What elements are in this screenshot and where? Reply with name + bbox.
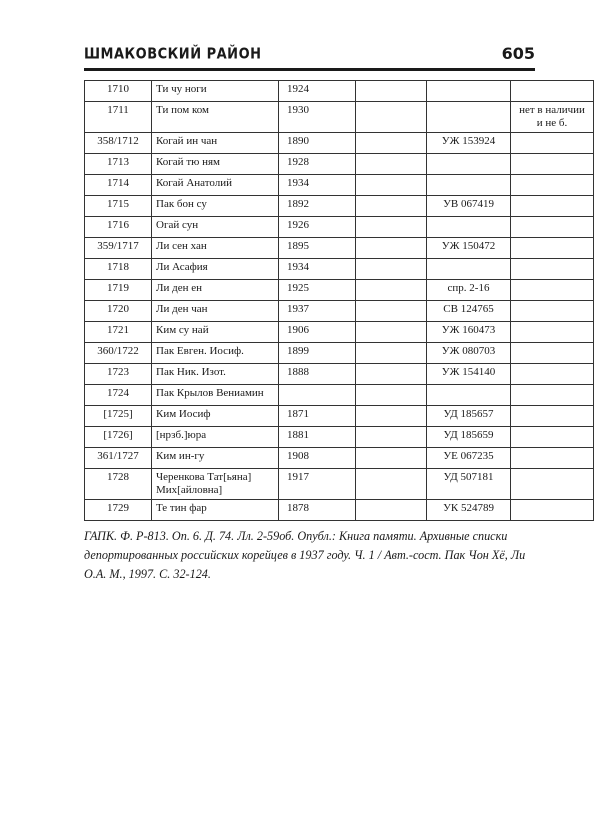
empty-cell	[356, 448, 427, 469]
document-cell: УЖ 150472	[427, 238, 511, 259]
name-cell: Ли Асафия	[152, 259, 279, 280]
page-number: 605	[501, 44, 535, 63]
table-row	[85, 280, 594, 301]
empty-cell	[356, 81, 427, 102]
table-row	[85, 469, 594, 500]
empty-cell	[356, 133, 427, 154]
document-cell	[427, 175, 511, 196]
name-cell: Ким су най	[152, 322, 279, 343]
document-cell	[427, 217, 511, 238]
name-cell: Когай Анатолий	[152, 175, 279, 196]
birth-year-cell: 1926	[279, 217, 356, 238]
birth-year-cell: 1895	[279, 238, 356, 259]
note-cell	[511, 500, 594, 521]
name-cell: Пак Ник. Изот.	[152, 364, 279, 385]
record-number-cell: 1718	[85, 259, 152, 280]
record-number-cell: [1726]	[85, 427, 152, 448]
record-number-cell: 1721	[85, 322, 152, 343]
document-cell: УК 524789	[427, 500, 511, 521]
birth-year-cell: 1934	[279, 259, 356, 280]
note-cell	[511, 301, 594, 322]
name-cell: Черенкова Тат[ьяна] Мих[айловна]	[152, 469, 279, 500]
document-cell	[427, 259, 511, 280]
document-cell	[427, 385, 511, 406]
birth-year-cell: 1924	[279, 81, 356, 102]
records-table	[84, 80, 594, 521]
name-cell: Огай сун	[152, 217, 279, 238]
record-number-cell: 358/1712	[85, 133, 152, 154]
note-cell	[511, 280, 594, 301]
name-cell: Ти чу ноги	[152, 81, 279, 102]
record-number-cell: 361/1727	[85, 448, 152, 469]
empty-cell	[356, 280, 427, 301]
empty-cell	[356, 238, 427, 259]
name-cell: Те тин фар	[152, 500, 279, 521]
name-cell: Когай тю ням	[152, 154, 279, 175]
empty-cell	[356, 385, 427, 406]
birth-year-cell: 1917	[279, 469, 356, 500]
table-row	[85, 259, 594, 280]
empty-cell	[356, 469, 427, 500]
table-row	[85, 427, 594, 448]
table-row	[85, 448, 594, 469]
note-cell	[511, 238, 594, 259]
table-row	[85, 500, 594, 521]
running-title: ШМАКОВСКИЙ РАЙОН	[84, 46, 262, 64]
table-row	[85, 81, 594, 102]
document-cell	[427, 81, 511, 102]
record-number-cell: 1713	[85, 154, 152, 175]
birth-year-cell: 1899	[279, 343, 356, 364]
table-row	[85, 406, 594, 427]
birth-year-cell: 1934	[279, 175, 356, 196]
empty-cell	[356, 102, 427, 133]
name-cell: Ти пом ком	[152, 102, 279, 133]
record-number-cell: 1723	[85, 364, 152, 385]
empty-cell	[356, 154, 427, 175]
record-number-cell: 360/1722	[85, 343, 152, 364]
empty-cell	[356, 217, 427, 238]
table-row	[85, 133, 594, 154]
empty-cell	[356, 322, 427, 343]
note-cell	[511, 343, 594, 364]
table-row	[85, 154, 594, 175]
document-cell: СВ 124765	[427, 301, 511, 322]
name-cell: Ким Иосиф	[152, 406, 279, 427]
name-cell: Пак бон су	[152, 196, 279, 217]
empty-cell	[356, 301, 427, 322]
note-cell	[511, 217, 594, 238]
empty-cell	[356, 175, 427, 196]
note-cell	[511, 259, 594, 280]
name-cell: Ли ден ен	[152, 280, 279, 301]
note-cell	[511, 364, 594, 385]
note-cell	[511, 385, 594, 406]
table-row	[85, 301, 594, 322]
document-cell: спр. 2-16	[427, 280, 511, 301]
header-rule	[84, 68, 535, 71]
document-cell: УЖ 154140	[427, 364, 511, 385]
name-cell: Ли сен хан	[152, 238, 279, 259]
document-cell: УЖ 153924	[427, 133, 511, 154]
record-number-cell: 1710	[85, 81, 152, 102]
note-cell	[511, 427, 594, 448]
empty-cell	[356, 259, 427, 280]
note-cell	[511, 469, 594, 500]
name-cell: Ли ден чан	[152, 301, 279, 322]
table-row	[85, 364, 594, 385]
note-cell	[511, 154, 594, 175]
note-cell	[511, 196, 594, 217]
empty-cell	[356, 364, 427, 385]
empty-cell	[356, 196, 427, 217]
birth-year-cell: 1892	[279, 196, 356, 217]
record-number-cell: 1724	[85, 385, 152, 406]
document-cell	[427, 154, 511, 175]
record-number-cell: 1720	[85, 301, 152, 322]
birth-year-cell: 1930	[279, 102, 356, 133]
birth-year-cell: 1878	[279, 500, 356, 521]
birth-year-cell: 1890	[279, 133, 356, 154]
empty-cell	[356, 343, 427, 364]
birth-year-cell: 1928	[279, 154, 356, 175]
name-cell: Когай ин чан	[152, 133, 279, 154]
document-cell: УЖ 160473	[427, 322, 511, 343]
document-cell: УД 185659	[427, 427, 511, 448]
birth-year-cell: 1925	[279, 280, 356, 301]
empty-cell	[356, 500, 427, 521]
table-row	[85, 102, 594, 133]
birth-year-cell: 1937	[279, 301, 356, 322]
record-number-cell: 1728	[85, 469, 152, 500]
birth-year-cell: 1908	[279, 448, 356, 469]
document-cell: УВ 067419	[427, 196, 511, 217]
record-number-cell: 1729	[85, 500, 152, 521]
table-row	[85, 322, 594, 343]
name-cell: Пак Евген. Иосиф.	[152, 343, 279, 364]
note-cell	[511, 322, 594, 343]
table-row	[85, 175, 594, 196]
name-cell: Пак Крылов Вениамин	[152, 385, 279, 406]
birth-year-cell: 1881	[279, 427, 356, 448]
table-row	[85, 385, 594, 406]
record-number-cell: [1725]	[85, 406, 152, 427]
note-cell: нет в наличии и не б.	[511, 102, 594, 133]
document-cell	[427, 102, 511, 133]
record-number-cell: 1711	[85, 102, 152, 133]
name-cell: Ким ин-гу	[152, 448, 279, 469]
table-row	[85, 196, 594, 217]
note-cell	[511, 175, 594, 196]
document-cell: УД 507181	[427, 469, 511, 500]
note-cell	[511, 81, 594, 102]
source-caption: ГАПК. Ф. Р-813. Оп. 6. Д. 74. Лл. 2-59об. Опубл.: Книга памяти. Архивные списки депортированных российских корейцев в 1937 году. Ч. 1 / Авт.-сост. Пак Чон Хё, Ли О.А. М., 1997. С. 32-124.	[84, 529, 526, 581]
table-row	[85, 217, 594, 238]
birth-year-cell: 1871	[279, 406, 356, 427]
name-cell: [нрзб.]юра	[152, 427, 279, 448]
document-cell: УЕ 067235	[427, 448, 511, 469]
record-number-cell: 1716	[85, 217, 152, 238]
birth-year-cell	[279, 385, 356, 406]
table-row	[85, 238, 594, 259]
record-number-cell: 1715	[85, 196, 152, 217]
record-number-cell: 1714	[85, 175, 152, 196]
empty-cell	[356, 406, 427, 427]
document-cell: УЖ 080703	[427, 343, 511, 364]
birth-year-cell: 1906	[279, 322, 356, 343]
record-number-cell: 1719	[85, 280, 152, 301]
records-table-body	[85, 81, 594, 521]
note-cell	[511, 448, 594, 469]
empty-cell	[356, 427, 427, 448]
note-cell	[511, 133, 594, 154]
record-number-cell: 359/1717	[85, 238, 152, 259]
document-cell: УД 185657	[427, 406, 511, 427]
page-header	[84, 44, 535, 72]
table-row	[85, 343, 594, 364]
birth-year-cell: 1888	[279, 364, 356, 385]
note-cell	[511, 406, 594, 427]
